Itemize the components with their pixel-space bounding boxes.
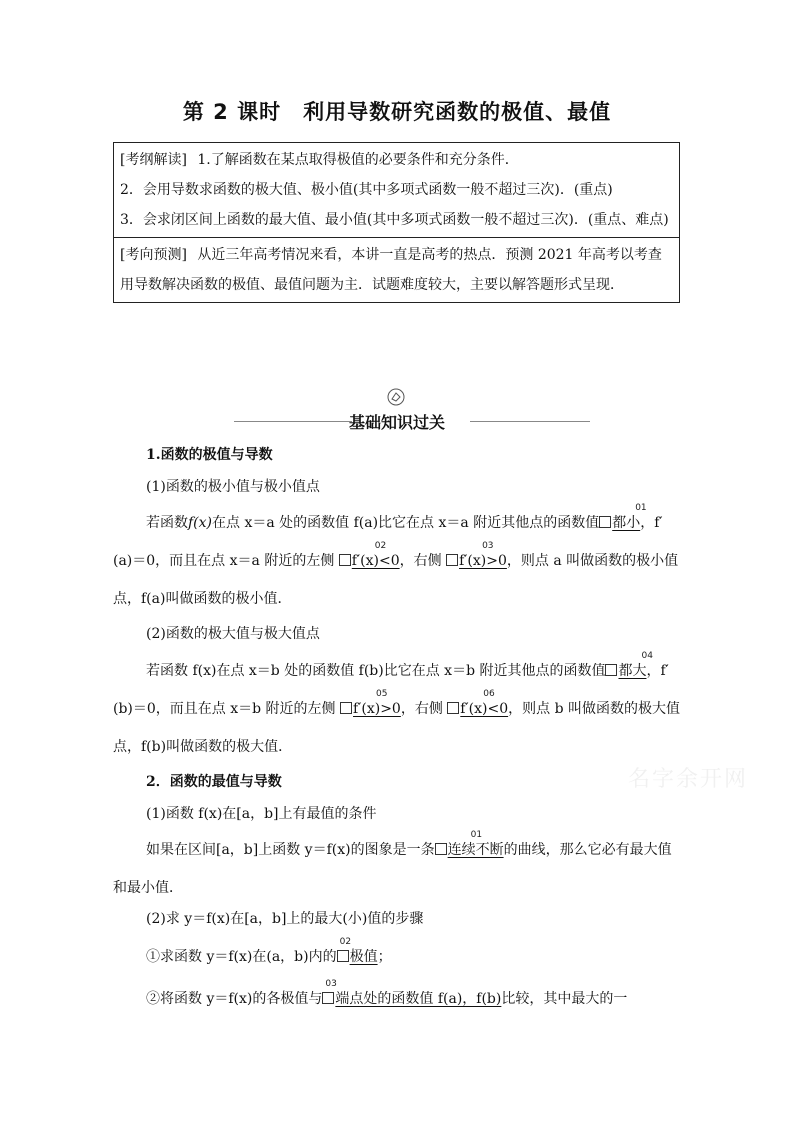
syllabus-box xyxy=(113,142,680,303)
answer-blank: 都大 xyxy=(618,663,647,679)
forecast-tag: [考向预测] xyxy=(120,247,187,263)
s1-paragraph-2: 若函数 f(x)在点 x＝b 处的函数值 f(b)比它在点 x＝b 附近其他点的函数值 04 都大，f′(b)＝0，而且在点 x＝b 附近的左侧 05 f′(x)>0，右侧 06 f′(x)<0，则点 b 叫做函数的极大值点，f(b)叫做函数的极大值． xyxy=(113,651,680,755)
answer-blank: 极值 xyxy=(349,949,378,965)
blank-marker: 01 xyxy=(599,516,611,528)
section-title: 基础知识过关 xyxy=(348,413,445,432)
forecast-text: 从近三年高考情况来看，本讲一直是高考的热点．预测 2021 年高考以考查用导数解决函数的极值、最值问题为主．试题难度较大，主要以解答题形式呈现． xyxy=(120,247,662,293)
answer-blank: f′(x)<0 xyxy=(351,553,400,569)
blank-marker: 06 xyxy=(447,702,459,714)
blank-marker: 05 xyxy=(340,702,352,714)
syllabus-line-3: 3．会求闭区间上函数的最大值、最小值(其中多项式函数一般不超过三次)．(重点、难点) xyxy=(120,212,669,228)
s2-step-1: ①求函数 y＝f(x)在(a，b)内的 02 极值； xyxy=(146,937,392,965)
blank-marker: 03 xyxy=(446,554,458,566)
answer-blank: f′(x)>0 xyxy=(459,553,507,569)
s2-step-2: ②将函数 y＝f(x)的各极值与 03 端点处的函数值 f(a)，f(b)比较，其中最大的一 xyxy=(146,979,628,1007)
s2-sub1: (1)函数 f(x)在[a，b]上有最值的条件 xyxy=(146,806,377,822)
blank-marker: 04 xyxy=(605,664,617,676)
s1-heading: 1.函数的极值与导数 xyxy=(146,447,273,463)
syllabus-line-1 xyxy=(120,145,673,175)
s2-sub2: (2)求 y＝f(x)在[a，b]上的最大(小)值的步骤 xyxy=(146,911,424,927)
blank-marker: 02 xyxy=(339,554,351,566)
s1-sub2: (2)函数的极大值与极大值点 xyxy=(146,626,320,642)
syllabus-text-1: 1.了解函数在某点取得极值的必要条件和充分条件． xyxy=(197,152,519,168)
s1-sub1: (1)函数的极小值与极小值点 xyxy=(146,479,320,495)
s1-paragraph-1: 若函数f(x)在点 x＝a 处的函数值 f(a)比它在点 x＝a 附近其他点的函数值 01 都小，f′(a)＝0，而且在点 x＝a 附近的左侧 02 f′(x)<0，右侧 03 f′(x)>0，则点 a 叫做函数的极小值点，f(a)叫做函数的极小值． xyxy=(113,503,679,607)
answer-blank: 都小 xyxy=(612,515,641,531)
s2-paragraph-1: 如果在区间[a，b]上函数 y＝f(x)的图象是一条 01 连续不断的曲线，那么它必有最大值和最小值． xyxy=(113,830,672,896)
answer-blank: f′(x)<0 xyxy=(460,701,509,717)
s2-heading: 2．函数的最值与导数 xyxy=(146,774,282,790)
syllabus-tag: [考纲解读] xyxy=(120,152,187,168)
blank-marker: 01 xyxy=(435,843,447,855)
syllabus-line-2: 2．会用导数求函数的极大值、极小值(其中多项式函数一般不超过三次)．(重点) xyxy=(120,182,613,198)
answer-blank: 连续不断 xyxy=(447,842,504,858)
watermark: 名字余开网 xyxy=(628,767,749,792)
answer-blank: 端点处的函数值 f(a)，f(b) xyxy=(335,991,502,1007)
section-badge-icon xyxy=(387,388,405,406)
syllabus-cell xyxy=(114,143,679,237)
blank-marker: 03 xyxy=(322,992,334,1004)
page-title: 第 2 课时 利用导数研究函数的极值、最值 xyxy=(182,100,612,124)
forecast-cell xyxy=(114,237,679,302)
blank-marker: 02 xyxy=(337,950,349,962)
answer-blank: f′(x)>0 xyxy=(353,701,401,717)
